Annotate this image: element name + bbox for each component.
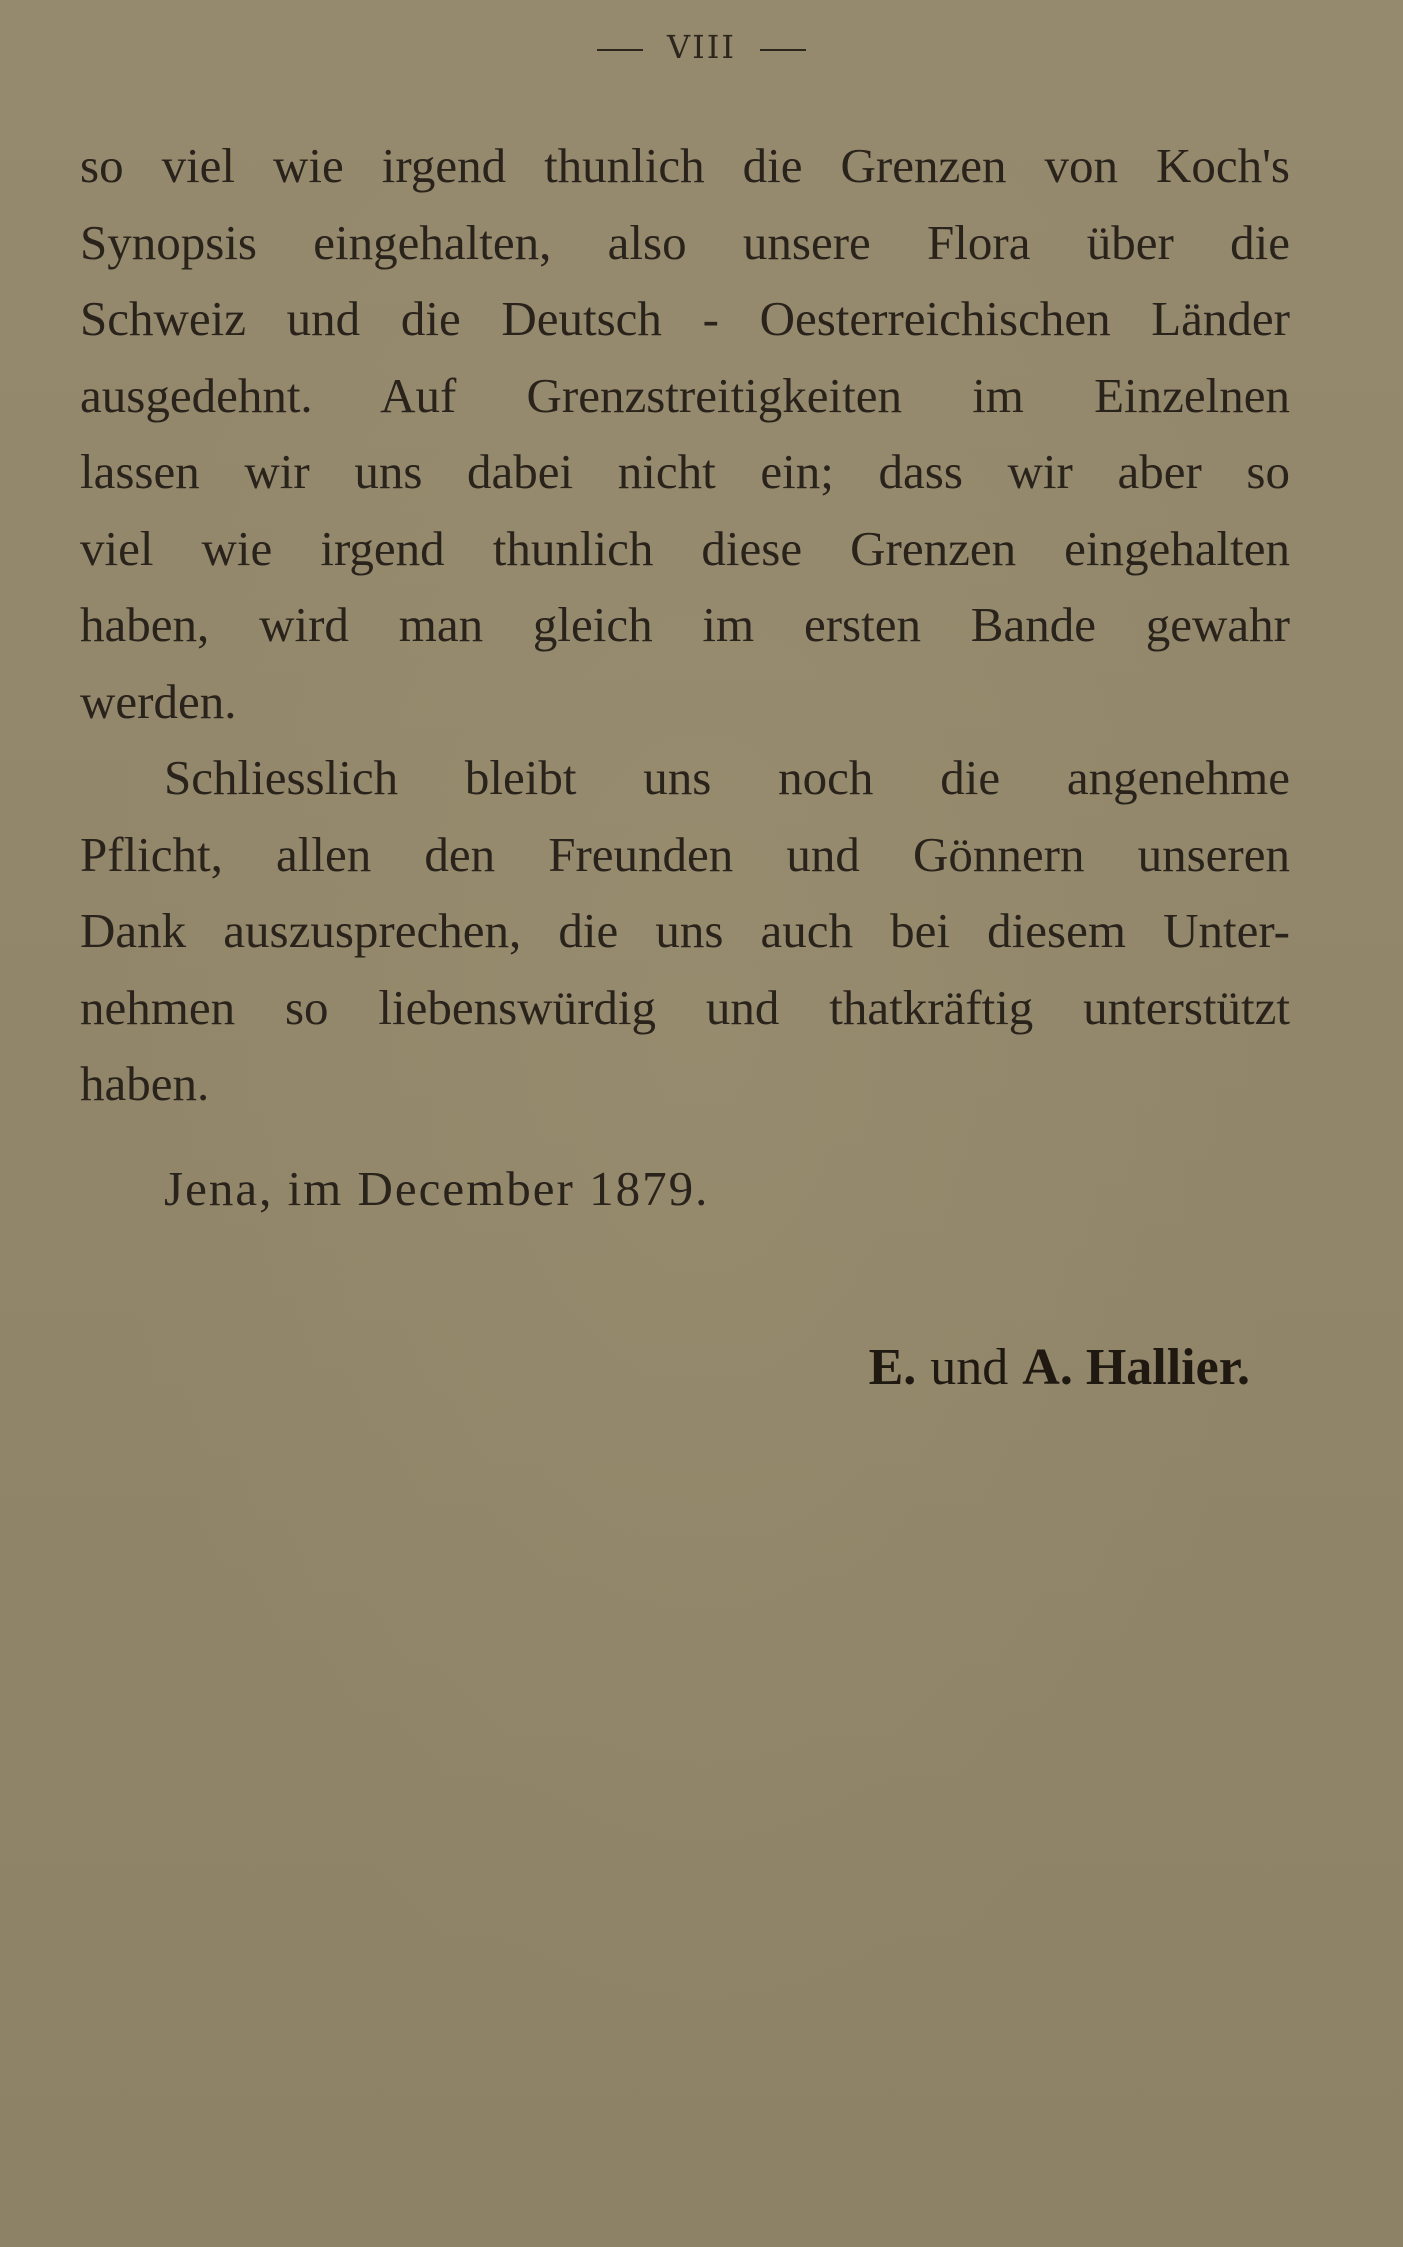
folio-text: VIII	[666, 28, 737, 66]
text-line: ausgedehnt. Auf Grenzstreitigkeiten im Einzelnen	[80, 367, 1290, 423]
place-and-date: Jena, im December 1879.	[164, 1161, 710, 1216]
text-line: Pflicht, allen den Freunden und Gönnern unseren	[80, 826, 1290, 882]
text-line: werden.	[80, 673, 237, 729]
signature-first-author: E.	[868, 1339, 917, 1396]
signature-conjunction: und	[930, 1339, 1009, 1396]
body-text	[80, 128, 1290, 1123]
text-line: so viel wie irgend thunlich die Grenzen von Koch's	[80, 138, 1290, 193]
text-line: Synopsis eingehalten, also unsere Flora über die	[80, 214, 1290, 270]
folio-dash-right	[760, 49, 806, 51]
text-line: lassen wir uns dabei nicht ein; dass wir aber so	[80, 444, 1290, 499]
text-line: haben.	[80, 1056, 210, 1111]
text-line: Dank auszusprechen, die uns auch bei diesem Unter-	[80, 903, 1290, 958]
text-line: nehmen so liebenswürdig und thatkräftig unterstützt	[80, 979, 1290, 1035]
folio-dash-left	[597, 49, 643, 51]
text-line: Schweiz und die Deutsch - Oesterreichischen Länder	[80, 291, 1290, 346]
signature-second-author: A. Hallier.	[1022, 1339, 1250, 1396]
text-line: viel wie irgend thunlich diese Grenzen eingehalten	[80, 520, 1290, 576]
page-number	[0, 28, 1403, 66]
text-line: haben, wird man gleich im ersten Bande gewahr	[80, 597, 1290, 652]
author-signature	[869, 1338, 1250, 1397]
text-line: Schliesslich bleibt uns noch die angenehme	[164, 750, 1290, 805]
